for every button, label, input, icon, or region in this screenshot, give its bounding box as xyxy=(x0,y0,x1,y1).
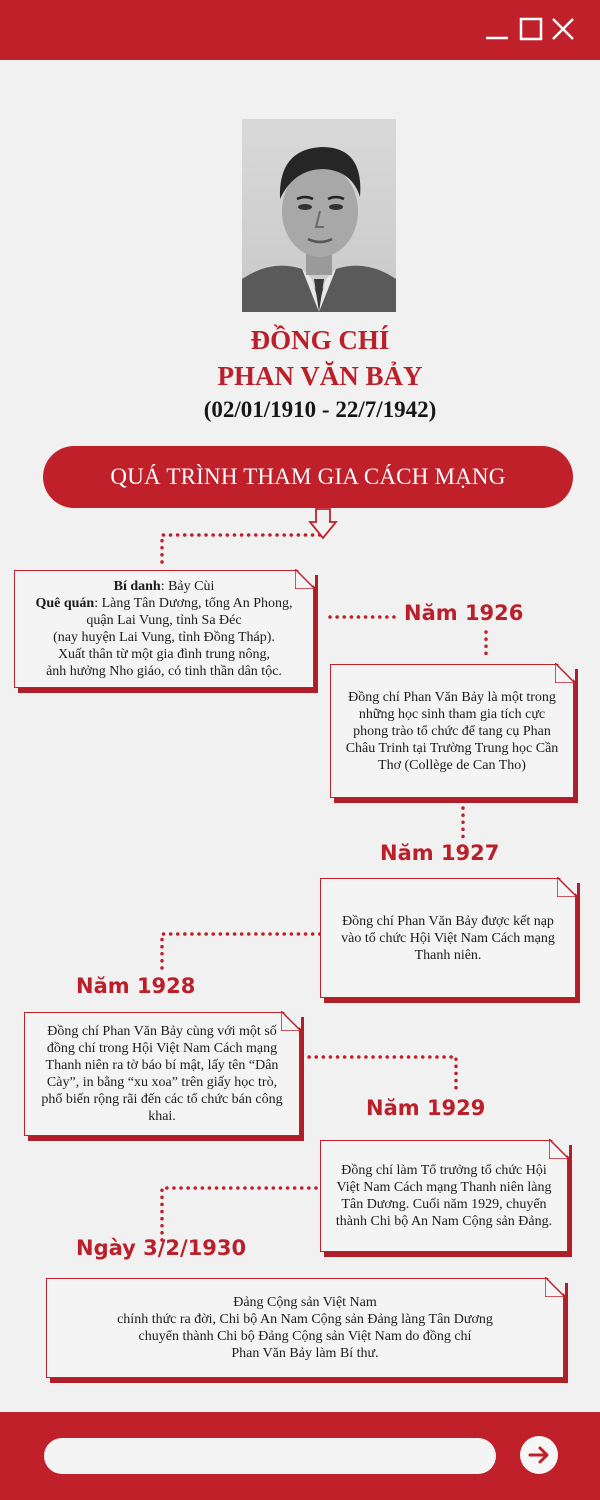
minimize-icon[interactable] xyxy=(484,16,510,42)
title-dates: (02/01/1910 - 22/7/1942) xyxy=(203,397,437,422)
date-label-1930: Ngày 3/2/1930 xyxy=(76,1236,247,1260)
message-input[interactable] xyxy=(44,1438,496,1474)
event-text-line: chuyển thành Chi bộ Đảng Cộng sản Việt Nam do đồng chí xyxy=(138,1329,472,1344)
event-text-line: Phan Văn Bảy làm Bí thư. xyxy=(231,1346,379,1361)
section-heading: QUÁ TRÌNH THAM GIA CÁCH MẠNG xyxy=(43,446,573,508)
bio-line: quận Lai Vung, tỉnh Sa Đéc xyxy=(86,613,242,628)
year-label-1927: Năm 1927 xyxy=(380,841,500,865)
event-text-line: Đảng Cộng sản Việt Nam xyxy=(233,1295,377,1310)
folded-corner-icon xyxy=(545,1277,565,1297)
year-label-1928: Năm 1928 xyxy=(76,974,196,998)
bio-line: (nay huyện Lai Vung, tỉnh Đồng Tháp). xyxy=(53,630,275,645)
maximize-icon[interactable] xyxy=(518,16,544,42)
event-card-1927 xyxy=(320,878,576,998)
event-text-line: chính thức ra đời, Chi bộ An Nam Cộng sản Đảng làng Tân Dương xyxy=(117,1312,493,1327)
bio-hometown-label: Quê quán xyxy=(35,596,95,611)
title-name: PHAN VĂN BẢY xyxy=(217,361,423,391)
submit-button[interactable] xyxy=(520,1436,558,1474)
bio-card xyxy=(14,570,314,688)
event-text: Đồng chí Phan Văn Bảy được kết nạp vào tổ chức Hội Việt Nam Cách mạng Thanh niên. xyxy=(341,913,555,963)
bottom-bar xyxy=(0,1412,600,1500)
bio-hometown-value: : Làng Tân Dương, tổng An Phong, xyxy=(94,596,293,611)
arrow-right-icon xyxy=(520,1436,558,1474)
arrow-down-icon xyxy=(310,509,336,538)
folded-corner-icon xyxy=(555,663,575,683)
year-label-1929: Năm 1929 xyxy=(366,1096,486,1120)
folded-corner-icon xyxy=(295,569,315,589)
folded-corner-icon xyxy=(281,1011,301,1031)
year-label-1926: Năm 1926 xyxy=(404,601,524,625)
event-text: Đồng chí làm Tổ trưởng tổ chức Hội Việt Nam Cách mạng Thanh niên làng Tân Dương. Cuối năm 1929, chuyển thành Chi bộ An Nam Cộng sản Đảng. xyxy=(335,1163,553,1229)
folded-corner-icon xyxy=(549,1139,569,1159)
folded-corner-icon xyxy=(557,877,577,897)
event-text: Đồng chí Phan Văn Bảy là một trong những học sinh tham gia tích cực phong trào tổ chức để tang cụ Phan Châu Trinh tại Trường Trung học Cần Thơ (Collège de Can Tho) xyxy=(345,689,559,773)
event-card-1926 xyxy=(330,664,574,798)
bio-alias-value: : Bảy Cùi xyxy=(160,579,215,594)
bio-alias xyxy=(29,578,299,595)
title-line-1: ĐỒNG CHÍ xyxy=(250,325,390,355)
bio-alias-label: Bí danh xyxy=(113,579,161,594)
portrait-photo xyxy=(242,119,396,312)
event-card-1928 xyxy=(24,1012,300,1136)
bio-line: Xuất thân từ một gia đình trung nông, xyxy=(57,647,271,662)
bio-hometown xyxy=(29,595,299,612)
window-titlebar xyxy=(0,0,600,60)
event-text: Đồng chí Phan Văn Bảy cùng với một số đồng chí trong Hội Việt Nam Cách mạng Thanh niên ra tờ báo bí mật, lấy tên “Dân Cày”, in bằng “xu xoa” trên giấy học trò, phổ biến rộng rãi đến các tổ chức bán công khai. xyxy=(41,1024,283,1124)
close-icon[interactable] xyxy=(550,16,576,42)
bio-line: ảnh hưởng Nho giáo, có tinh thần dân tộc. xyxy=(46,664,282,679)
event-card-1930 xyxy=(46,1278,564,1378)
event-card-1929 xyxy=(320,1140,568,1252)
